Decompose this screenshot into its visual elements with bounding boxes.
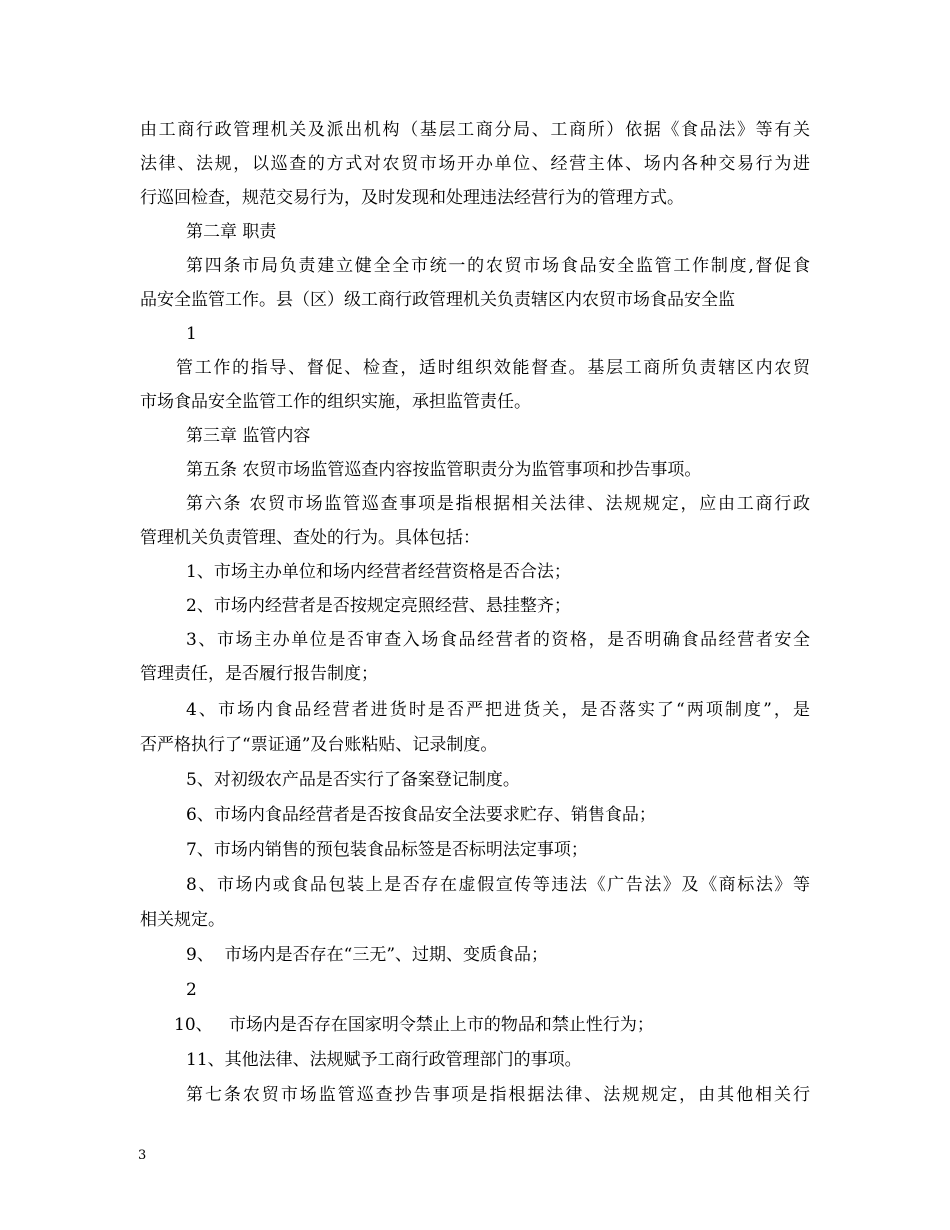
chapter-heading: 第二章 职责 xyxy=(186,222,277,242)
list-item: 5、对初级农产品是否实行了备案登记制度。 xyxy=(186,770,520,790)
text-line: 品安全监管工作。县（区）级工商行政管理机关负责辖区内农贸市场食品安全监 xyxy=(140,290,735,310)
text-line: 第七条农贸市场监管巡查抄告事项是指根据法律、法规规定，由其他相关行 xyxy=(186,1085,810,1105)
text-line: 否严格执行了“票证通”及台账粘贴、记录制度。 xyxy=(140,735,498,755)
text-line: 第四条市局负责建立健全全市统一的农贸市场食品安全监管工作制度,督促食 xyxy=(186,256,810,276)
list-item: 1、市场主办单位和场内经营者经营资格是否合法； xyxy=(186,562,571,582)
text-line: 法律、法规，以巡查的方式对农贸市场开办单位、经营主体、场内各种交易行为进 xyxy=(140,154,810,174)
list-item: 6、市场内食品经营者是否按食品安全法要求贮存、销售食品； xyxy=(186,805,656,825)
list-item: 11、其他法律、法规赋予工商行政管理部门的事项。 xyxy=(186,1050,582,1070)
text-line: 行巡回检查，规范交易行为，及时发现和处理违法经营行为的管理方式。 xyxy=(140,188,684,208)
text-line: 第六条 农贸市场监管巡查事项是指根据相关法律、法规规定，应由工商行政 xyxy=(186,494,810,514)
inline-page-number: 2 xyxy=(186,980,197,1000)
list-item: 9、 市场内是否存在“三无”、过期、变质食品； xyxy=(186,945,549,965)
inline-page-number: 1 xyxy=(186,324,197,344)
text-line: 第五条 农贸市场监管巡查内容按监管职责分为监管事项和抄告事项。 xyxy=(186,460,702,480)
list-item: 10、 市场内是否存在国家明令禁止上市的物品和禁止性行为； xyxy=(174,1015,654,1035)
text-line: 管理责任，是否履行报告制度； xyxy=(140,664,378,684)
text-line: 管工作的指导、督促、检查，适时组织效能督查。基层工商所负责辖区内农贸 xyxy=(176,358,810,378)
list-item: 7、市场内销售的预包装食品标签是否标明法定事项； xyxy=(186,840,588,860)
text-line: 市场食品安全监管工作的组织实施，承担监管责任。 xyxy=(140,392,531,412)
text-line: 相关规定。 xyxy=(140,910,225,930)
text-line: 管理机关负责管理、查处的行为。具体包括： xyxy=(140,528,480,548)
list-item: 8、市场内或食品包装上是否存在虚假宣传等违法《广告法》及《商标法》等 xyxy=(186,875,810,895)
text-line: 由工商行政管理机关及派出机构（基层工商分局、工商所）依据《食品法》等有关 xyxy=(140,120,810,140)
footer-page-number: 3 xyxy=(138,1148,147,1163)
list-item: 3、市场主办单位是否审查入场食品经营者的资格，是否明确食品经营者安全 xyxy=(186,630,810,650)
list-item: 4、市场内食品经营者进货时是否严把进货关，是否落实了“两项制度”，是 xyxy=(186,700,810,720)
chapter-heading: 第三章 监管内容 xyxy=(186,426,311,446)
list-item: 2、市场内经营者是否按规定亮照经营、悬挂整齐； xyxy=(186,596,571,616)
